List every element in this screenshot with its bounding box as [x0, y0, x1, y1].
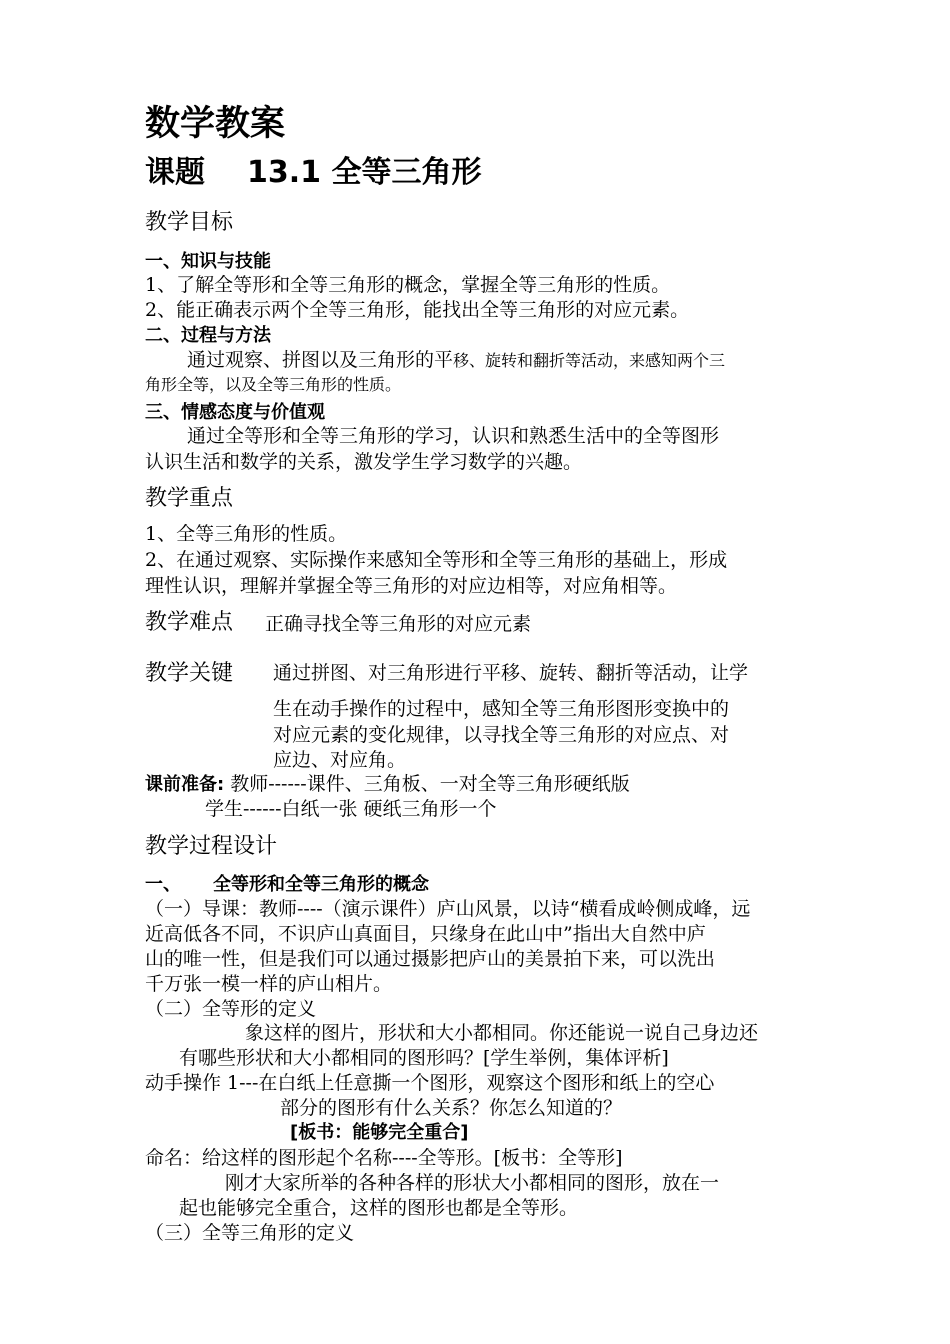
process-section-1-number: 一、 [145, 874, 181, 895]
triangle-definition-title: （三）全等三角形的定义 [145, 1222, 355, 1244]
goals-section-2-title: 二、过程与方法 [145, 325, 271, 346]
key-points-line-1: 1、全等三角形的性质。 [145, 523, 348, 545]
goals-section-2-line-1a: 通过观察、拼图以及三角形的平 [187, 349, 454, 371]
summary-line-2: 起也能够完全重合，这样的图形也都是全等形。 [179, 1197, 579, 1219]
intro-line-1: （一）导课：教师----（演示课件）庐山风景，以诗“横看成岭侧成峰，远 [145, 898, 751, 920]
key-line-4: 应边、对应角。 [273, 749, 407, 771]
key-points-line-3: 理性认识，理解并掌握全等三角形的对应边相等，对应角相等。 [145, 575, 678, 597]
goals-section-1-title: 一、知识与技能 [145, 251, 271, 272]
key-line-1: 通过拼图、对三角形进行平移、旋转、翻折等活动，让学 [273, 662, 749, 684]
goals-section-1-line-2: 2、能正确表示两个全等三角形，能找出全等三角形的对应元素。 [145, 299, 690, 321]
key-heading: 教学关键 [145, 661, 234, 686]
definition-title: （二）全等形的定义 [145, 998, 317, 1020]
prep-teacher-line [145, 772, 630, 797]
intro-line-3: 山的唯一性，但是我们可以通过摄影把庐山的美景拍下来，可以洗出 [145, 948, 716, 970]
naming-line: 命名：给这样的图形起个名称----全等形。[板书：全等形] [145, 1147, 623, 1169]
operation-line-1: 动手操作 1---在白纸上任意撕一个图形，观察这个图形和纸上的空心 [145, 1072, 715, 1094]
difficulty-text: 正确寻找全等三角形的对应元素 [265, 613, 532, 635]
document-title: 数学教案 [145, 104, 286, 144]
topic-label: 课题 [145, 155, 205, 190]
goals-section-2-line-1 [187, 348, 725, 373]
board-note-1: [板书：能够完全重合] [290, 1122, 469, 1143]
summary-line-1: 刚才大家所举的各种各样的形状大小都相同的图形，放在一 [225, 1172, 720, 1194]
difficulty-heading: 教学难点 [145, 610, 234, 635]
prep-student: 学生------白纸一张 硬纸三角形一个 [205, 798, 497, 820]
key-line-3: 对应元素的变化规律，以寻找全等三角形的对应点、对 [273, 724, 730, 746]
key-points-line-2: 2、在通过观察、实际操作来感知全等形和全等三角形的基础上，形成 [145, 549, 728, 571]
goals-section-3-line-1: 通过全等形和全等三角形的学习，认识和熟悉生活中的全等图形 [187, 425, 720, 447]
definition-line-2: 有哪些形状和大小都相同的图形吗？[学生举例，集体评析] [179, 1047, 669, 1069]
operation-line-2: 部分的图形有什么关系？你怎么知道的？ [280, 1097, 623, 1119]
intro-line-2: 近高低各不同，不识庐山真面目，只缘身在此山中”指出大自然中庐 [145, 923, 706, 945]
goals-section-2-line-1b: 移、旋转和翻折等活动，来感知两个三 [453, 351, 726, 370]
goals-section-3-line-2: 认识生活和数学的关系，激发学生学习数学的兴趣。 [145, 451, 583, 473]
goals-section-1-line-1: 1、了解全等形和全等三角形的概念，掌握全等三角形的性质。 [145, 274, 671, 296]
intro-line-4: 千万张一模一样的庐山相片。 [145, 973, 393, 995]
prep-teacher: 教师------课件、三角板、一对全等三角形硬纸版 [230, 773, 630, 795]
goals-section-2-line-2: 角形全等，以及全等三角形的性质。 [145, 375, 402, 394]
prep-label: 课前准备: [145, 774, 225, 795]
definition-line-1: 象这样的图片，形状和大小都相同。你还能说一说自己身边还 [245, 1022, 759, 1044]
process-section-1-text: 全等形和全等三角形的概念 [213, 874, 429, 895]
process-section-1-title [145, 874, 429, 896]
key-points-heading: 教学重点 [145, 486, 234, 511]
goals-heading: 教学目标 [145, 210, 234, 235]
lesson-topic [145, 155, 481, 191]
topic-value: 13.1 全等三角形 [247, 155, 482, 190]
goals-section-3-title: 三、情感态度与价值观 [145, 402, 325, 423]
key-line-2: 生在动手操作的过程中，感知全等三角形图形变换中的 [273, 698, 730, 720]
process-heading: 教学过程设计 [145, 834, 278, 859]
